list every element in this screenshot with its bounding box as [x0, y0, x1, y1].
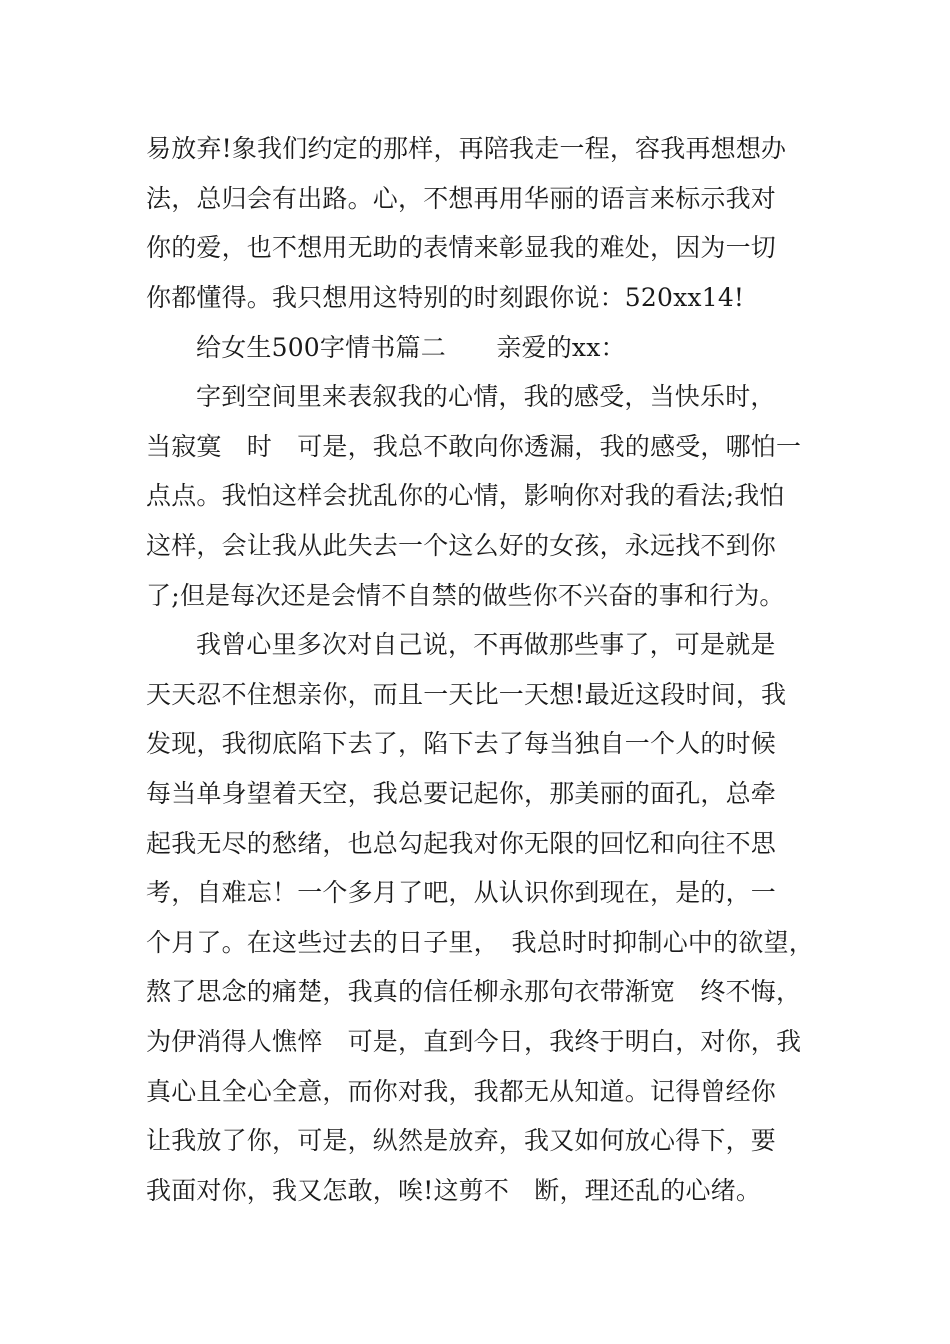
text-line: 让我放了你，可是，纵然是放弃，我又如何放心得下，要: [146, 1126, 777, 1155]
text-line: 我曾心里多次对自己说，不再做那些事了，可是就是: [196, 630, 776, 659]
text-line: 真心且全心全意，而你对我，我都无从知道。记得曾经你: [146, 1077, 777, 1106]
text-line: 易放弃!象我们约定的那样，再陪我走一程，容我再想想办: [146, 134, 787, 163]
text-line: 起我无尽的愁绪，也总勾起我对你无限的回忆和向往不思: [146, 829, 777, 858]
text-line: 这样，会让我从此失去一个这么好的女孩，永远找不到你: [146, 531, 777, 560]
section-heading: 给女生500字情书篇二 亲爱的xx：: [196, 333, 626, 362]
text-line: 我面对你，我又怎敢，唉!这剪不 断，理还乱的心绪。: [146, 1176, 762, 1205]
text-line: 字到空间里来表叙我的心情，我的感受，当快乐时，: [196, 382, 776, 411]
text-line: 考，自难忘！一个多月了吧，从认识你到现在，是的，一: [146, 878, 777, 907]
text-line: 点点。我怕这样会扰乱你的心情，影响你对我的看法;我怕: [146, 481, 785, 510]
text-line: 天天忍不住想亲你，而且一天比一天想!最近这段时间，我: [146, 680, 787, 709]
text-line: 熬了思念的痛楚，我真的信任柳永那句衣带渐宽 终不悔，: [146, 977, 802, 1006]
text-line: 了;但是每次还是会情不自禁的做些你不兴奋的事和行为。: [146, 581, 785, 610]
text-line: 个月了。在这些过去的日子里， 我总时时抑制心中的欲望，: [146, 928, 814, 957]
text-line: 发现，我彻底陷下去了，陷下去了每当独自一个人的时候: [146, 729, 777, 758]
text-line: 法，总归会有出路。心，不想再用华丽的语言来标示我对: [146, 184, 777, 213]
text-line: 你都懂得。我只想用这特别的时刻跟你说：520xx14!: [146, 283, 745, 312]
text-line: 当寂寞 时 可是，我总不敢向你透漏，我的感受，哪怕一: [146, 432, 802, 461]
text-line: 你的爱，也不想用无助的表情来彰显我的难处，因为一切: [146, 233, 777, 262]
text-line: 每当单身望着天空，我总要记起你，那美丽的面孔，总牵: [146, 779, 777, 808]
text-line: 为伊消得人憔悴 可是，直到今日，我终于明白，对你，我: [146, 1027, 802, 1056]
